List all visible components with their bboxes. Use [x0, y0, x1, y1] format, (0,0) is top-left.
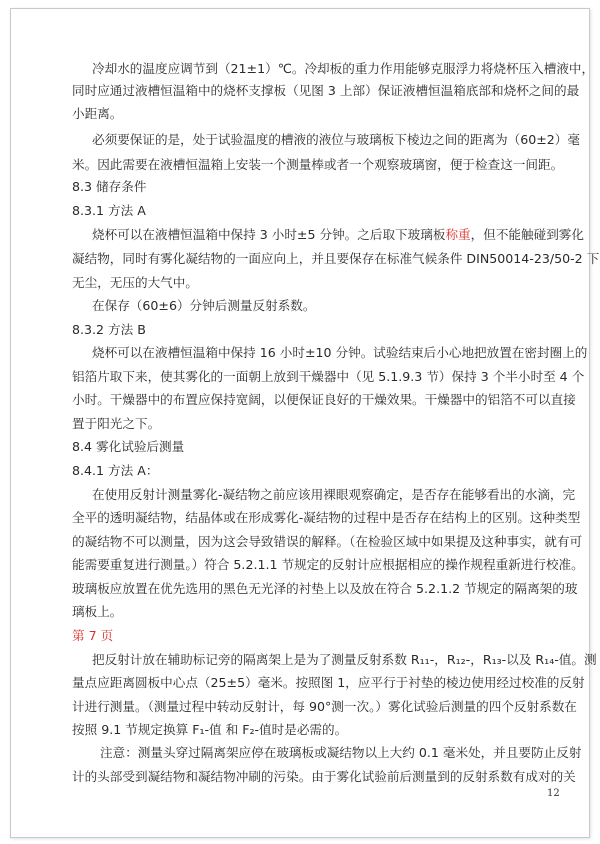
text-line [92, 227, 584, 243]
text-line: 在保存（60±6）分钟后测量反射系数。 [92, 298, 316, 313]
text-line: 米。因此需要在液槽恒温箱上安装一个测量棒或者一个观察玻璃窗，便于检查这一间距。 [72, 157, 564, 172]
text-line: 在使用反射计测量雾化-凝结物之前应该用裸眼观察确定，是否存在能够看出的水滴，完 [92, 487, 576, 502]
text-line: 量点应距离圆板中心点（25±5）毫米。按照图 1，应平行于衬垫的棱边使用经过校准的反射 [72, 675, 585, 690]
text-line: 凝结物，同时有雾化凝结物的一面应向上，并且要保存在标准气候条件 DIN50014-23/50-2 下 [72, 251, 600, 266]
page-marker: 第 7 页 [72, 628, 114, 643]
text-line: 的凝结物不可以测量，因为这会导致错误的解释。（在检验区域中如果提及这种事实，就有可 [72, 534, 583, 549]
subsection-heading: 8.4.1 方法 A： [72, 463, 159, 478]
text-line: 计进行测量。（测量过程中转动反射计，每 90°测一次。）雾化试验后测量的四个反射系数在 [72, 699, 577, 714]
text-line: 小时。干燥器中的布置应保持宽阔，以便保证良好的干燥效果。干燥器中的铝箔不可以直接 [72, 392, 576, 407]
text-line: 置于阳光之下。 [72, 416, 161, 431]
text-line: 同时应通过液槽恒温箱中的烧杯支撑板（见图 3 上部）保证液槽恒温箱底部和烧杯之间的最 [72, 83, 580, 98]
text-line: 计的头部受到凝结物和凝结物冲刷的污染。由于雾化试验前后测量到的反射系数有成对的关 [72, 769, 576, 784]
section-heading: 8.3 储存条件 [72, 179, 147, 194]
text-line: 必须要保证的是，处于试验温度的槽液的液位与玻璃板下棱边之间的距离为（60±2）毫 [92, 132, 580, 147]
text-line: 铝箔片取下来，使其雾化的一面朝上放到干燥器中（见 5.1.9.3 节）保持 3 个半小时至 4 个 [72, 369, 585, 384]
text-line: 小距离。 [72, 106, 123, 121]
text-line: 璃板上。 [72, 604, 123, 619]
subsection-heading: 8.3.2 方法 B [72, 322, 146, 337]
page-number: 12 [547, 788, 560, 799]
text-line: 把反射计放在辅助标记旁的隔离架上是为了测量反射系数 R₁₁-，R₁₂-，R₁₃-以及 R₁₄-值。测 [92, 652, 597, 667]
text-line: 冷却水的温度应调节到（21±1）℃。冷却板的重力作用能够克服浮力将烧杯压入槽液中， [92, 61, 595, 76]
text-line: 能需要重复进行测量。）符合 5.2.1.1 节规定的反射计应根据相应的操作规程重新进行校准。 [72, 557, 584, 572]
text-segment: ，但不能触碰到雾化 [470, 227, 584, 242]
highlighted-term: 称重 [445, 227, 471, 242]
text-line: 烧杯可以在液槽恒温箱中保持 16 小时±10 分钟。试验结束后小心地把放置在密封圈上的 [92, 345, 588, 360]
text-segment: 烧杯可以在液槽恒温箱中保持 3 小时±5 分钟。之后取下玻璃板 [92, 227, 446, 242]
text-line: 全平的透明凝结物，结晶体或在形成雾化-凝结物的过程中是否存在结构上的区别。这种类型 [72, 510, 581, 525]
text-line: 按照 9.1 节规定换算 F₁-值 和 F₂-值时是必需的。 [72, 722, 348, 737]
subsection-heading: 8.3.1 方法 A [72, 203, 146, 218]
text-line: 无尘，无压的大气中。 [72, 275, 198, 290]
text-line: 玻璃板应放置在优先选用的黑色无光泽的衬垫上以及放在符合 5.2.1.2 节规定的隔离架的玻 [72, 581, 578, 596]
note-line: 注意：测量头穿过隔离架应停在玻璃板或凝结物以上大约 0.1 毫米处，并且要防止反射 [100, 745, 582, 760]
section-heading: 8.4 雾化试验后测量 [72, 439, 185, 454]
